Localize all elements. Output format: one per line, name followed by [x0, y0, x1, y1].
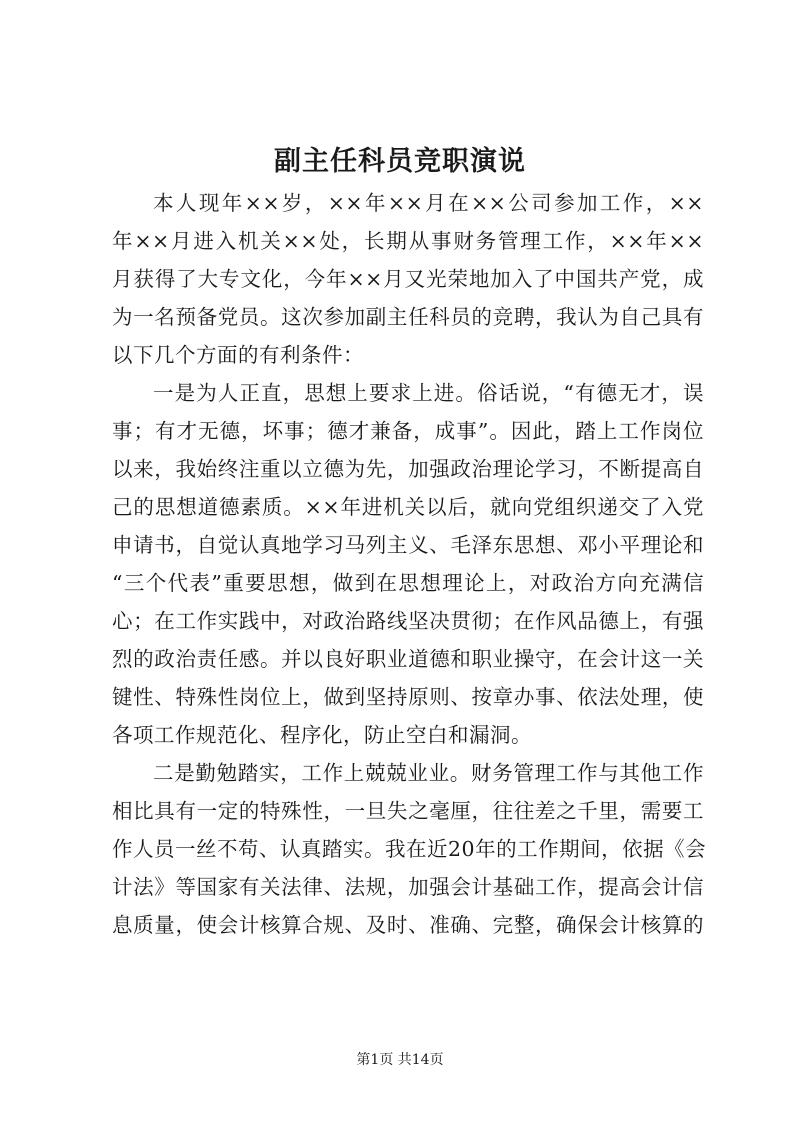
paragraph-2-line-9: 键性、特殊性岗位上，做到坚持原则、按章办事、依法处理，使	[112, 685, 704, 709]
paragraph-3-line-1: 二是勤勉踏实，工作上兢兢业业。财务管理工作与其他工作	[153, 761, 704, 785]
paragraph-2-line-5: 申请书，自觉认真地学习马列主义、毛泽东思想、邓小平理论和	[112, 533, 704, 557]
page-footer: 第1页 共14页	[356, 1052, 444, 1068]
paragraph-1-line-3: 月获得了大专文化，今年××月又光荣地加入了中国共产党，成	[112, 267, 704, 291]
paragraph-3-line-3: 作人员一丝不苟、认真踏实。我在近20年的工作期间，依据《会	[112, 837, 707, 861]
paragraph-2-line-7: 心；在工作实践中，对政治路线坚决贯彻；在作风品德上，有强	[112, 609, 704, 633]
paragraph-1-line-4: 为一名预备党员。这次参加副主任科员的竞聘，我认为自己具有	[112, 305, 704, 329]
paragraph-2-line-4: 己的思想道德素质。××年进机关以后，就向党组织递交了入党	[112, 495, 704, 519]
paragraph-3-line-5: 息质量，使会计核算合规、及时、准确、完整，确保会计核算的	[112, 913, 704, 937]
paragraph-3-line-2: 相比具有一定的特殊性，一旦失之毫厘，往往差之千里，需要工	[112, 799, 704, 823]
page-title: 副主任科员竞职演说	[274, 146, 526, 177]
document-body	[112, 184, 707, 944]
paragraph-1-line-2: 年××月进入机关××处，长期从事财务管理工作，××年××	[112, 229, 704, 253]
paragraph-2-line-1: 一是为人正直，思想上要求上进。俗话说，“有德无才，误	[153, 381, 704, 405]
paragraph-1-line-5: 以下几个方面的有利条件：	[112, 343, 364, 367]
paragraph-1-line-1: 本人现年××岁，××年××月在××公司参加工作，××	[153, 191, 704, 215]
paragraph-2-line-3: 以来，我始终注重以立德为先，加强政治理论学习，不断提高自	[112, 457, 704, 481]
paragraph-2-line-10: 各项工作规范化、程序化，防止空白和漏洞。	[112, 723, 532, 747]
paragraph-2-line-2: 事；有才无德，坏事；德才兼备，成事”。因此，踏上工作岗位	[112, 419, 704, 443]
paragraph-2-line-6: “三个代表”重要思想，做到在思想理论上，对政治方向充满信	[112, 571, 704, 595]
paragraph-3-line-4: 计法》等国家有关法律、法规，加强会计基础工作，提高会计信	[112, 875, 704, 899]
paragraph-2-line-8: 烈的政治责任感。并以良好职业道德和职业操守，在会计这一关	[112, 647, 704, 671]
